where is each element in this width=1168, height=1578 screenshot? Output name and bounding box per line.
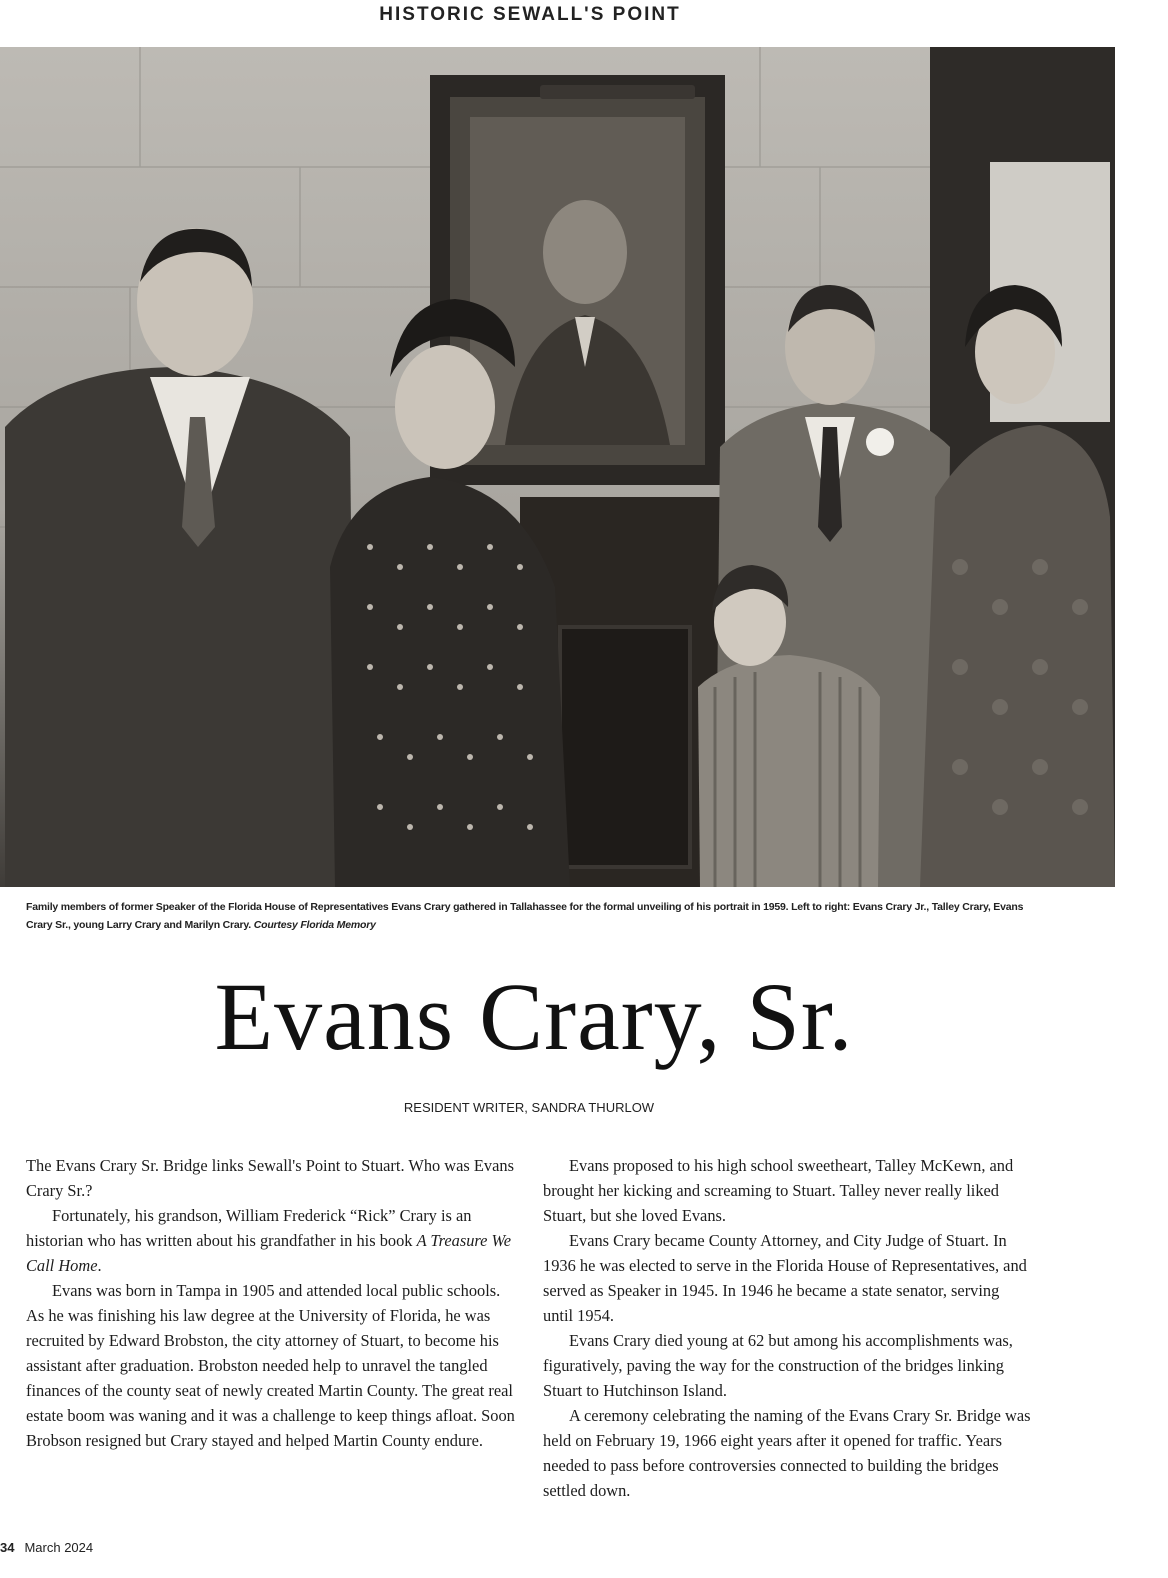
issue-date: March 2024 [24, 1540, 94, 1555]
caption-text: Family members of former Speaker of the Florida House of Representatives Evans Crary gathered in Tallahassee for the formal unveiling of his portrait in 1959. Left to right: Evans Crary Jr., Talley Crary, Evans Crary Sr., young Larry Crary and Marilyn Crary. [26, 901, 1024, 931]
paragraph: Evans Crary died young at 62 but among his accomplishments was, figuratively, paving the way for the construction of the bridges linking Stuart to Hutchinson Island. [543, 1331, 1013, 1400]
paragraph: Evans proposed to his high school sweetheart, Talley McKewn, and brought her kicking and screaming to Stuart. Talley never really liked Stuart, but she loved Evans. [543, 1156, 1014, 1225]
page-footer [0, 1540, 93, 1555]
page-number: 34 [0, 1540, 15, 1555]
byline: RESIDENT WRITER, SANDRA THURLOW [403, 1100, 655, 1115]
photo-credit: Courtesy Florida Memory [253, 919, 376, 931]
article-title: Evans Crary, Sr. [214, 963, 854, 1070]
family-photo [0, 47, 1115, 887]
photo-caption [26, 898, 1046, 934]
section-header: HISTORIC SEWALL'S POINT [379, 4, 681, 25]
paragraph: Evans Crary became County Attorney, and City Judge of Stuart. In 1936 he was elected to serve in the Florida House of Representatives, and served as Speaker in 1945. In 1946 he became a state senator, serving until 1954. [543, 1231, 1027, 1325]
article-column-right [543, 1153, 1033, 1503]
article-column-left [26, 1153, 516, 1453]
paragraph: Fortunately, his grandson, William Frederick “Rick” Crary is an historian who has written about his grandfather in his book A Treasure We Call Home. [26, 1206, 511, 1275]
paragraph: Evans was born in Tampa in 1905 and attended local public schools. As he was finishing his law degree at the University of Florida, he was recruited by Edward Brobston, the city attorney of Stuart, to become his assistant after graduation. Brobston needed help to unravel the tangled finances of the county seat of newly created Martin County. The great real estate boom was waning and it was a challenge to keep things afloat. Soon Brobson resigned but Crary stayed and helped Martin County endure. [26, 1281, 515, 1450]
paragraph: A ceremony celebrating the naming of the Evans Crary Sr. Bridge was held on February 19, 1966 eight years after it opened for traffic. Years needed to pass before controversies connected to building the bridges settled down. [543, 1406, 1031, 1500]
book-title: A Treasure We Call Home [26, 1231, 511, 1275]
paragraph: The Evans Crary Sr. Bridge links Sewall's Point to Stuart. Who was Evans Crary Sr.? [26, 1156, 514, 1200]
